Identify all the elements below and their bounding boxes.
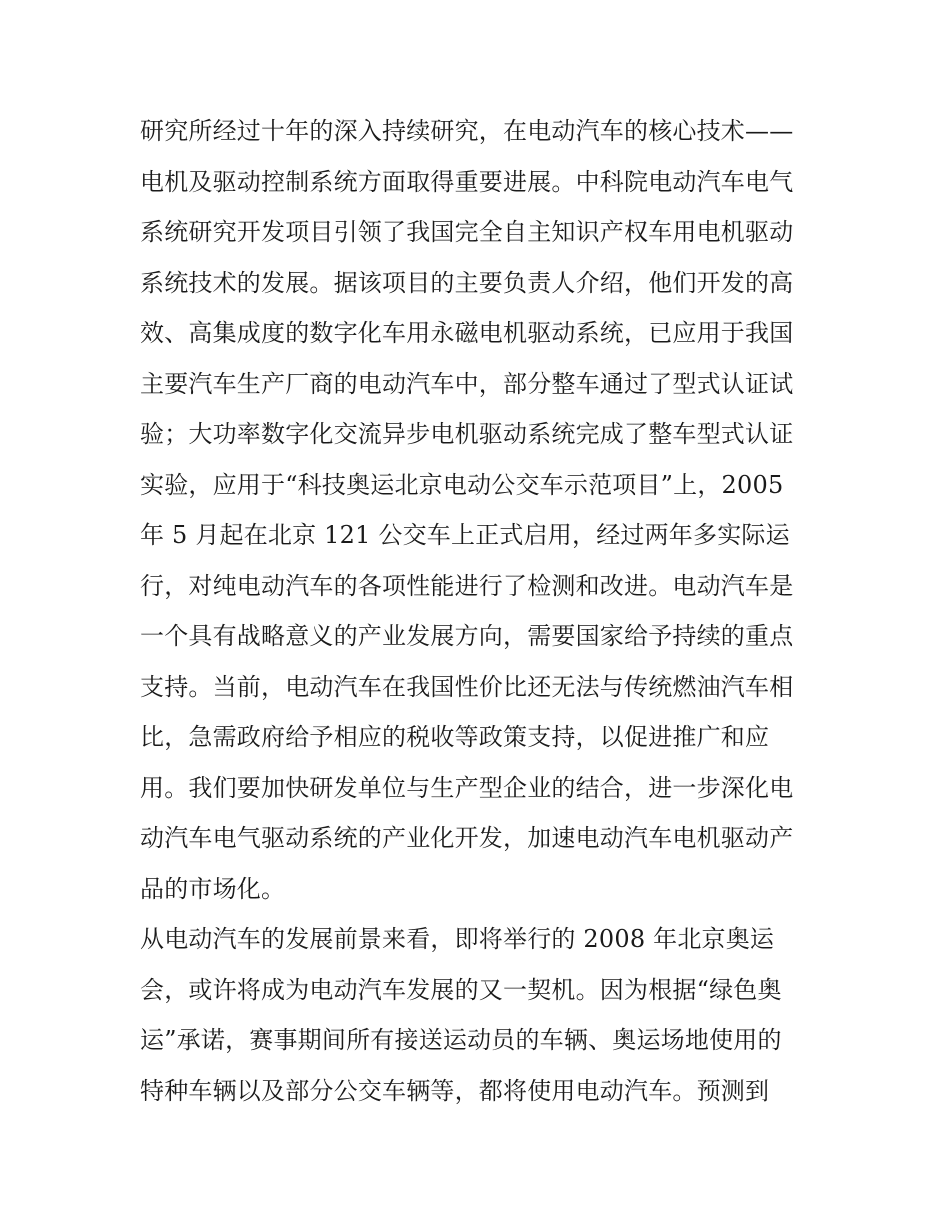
paragraph-start-line: 从电动汽车的发展前景来看，即将举行的 2008 年北京奥运 [140,925,775,953]
text-line: 验；大功率数字化交流异步电机驱动系统完成了整车型式认证 [140,420,794,448]
body-text [140,106,830,1116]
text-line: 电机及驱动控制系统方面取得重要进展。中科院电动汽车电气 [140,167,794,196]
text-line: 用。我们要加快研发单位与生产型企业的结合，进一步深化电 [140,773,794,802]
text-line: 一个具有战略意义的产业发展方向，需要国家给予持续的重点 [140,622,794,650]
text-line: 支持。当前，电动汽车在我国性价比还无法与传统燃油汽车相 [140,672,794,701]
text-line: 比，急需政府给予相应的税收等政策支持，以促进推广和应 [140,723,770,751]
text-line: 运”承诺，赛事期间所有接送运动员的车辆、奥运场地使用的 [140,1026,782,1054]
text-line: 实验，应用于“科技奥运北京电动公交车示范项目”上，2005 [140,470,784,499]
text-line: 动汽车电气驱动系统的产业化开发，加速电动汽车电机驱动产 [140,824,794,852]
text-line: 系统技术的发展。据该项目的主要负责人介绍，他们开发的高 [140,268,794,297]
text-line: 会，或许将成为电动汽车发展的又一契机。因为根据“绿色奥 [140,975,782,1004]
text-line: 系统研究开发项目引领了我国完全自主知识产权车用电机驱动 [140,218,794,246]
text-line: 主要汽车生产厂商的电动汽车中，部分整车通过了型式认证试 [140,369,794,398]
text-line: 行，对纯电动汽车的各项性能进行了检测和改进。电动汽车是 [140,571,794,600]
text-line: 年 5 月起在北京 121 公交车上正式启用，经过两年多实际运 [140,521,790,549]
text-line: 研究所经过十年的深入持续研究，在电动汽车的核心技术—— [140,117,794,145]
text-line: 品的市场化。 [140,874,286,903]
text-line: 效、高集成度的数字化车用永磁电机驱动系统，已应用于我国 [140,319,794,347]
text-line: 特种车辆以及部分公交车辆等，都将使用电动汽车。预测到 [140,1076,770,1105]
